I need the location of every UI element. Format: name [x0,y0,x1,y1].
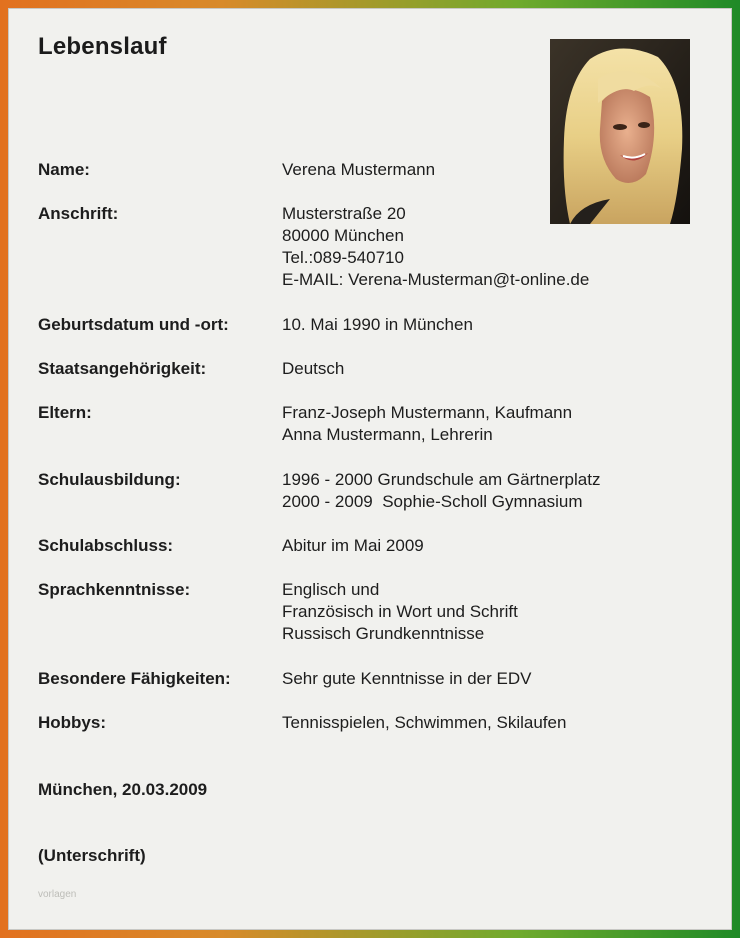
watermark-text: vorlagen [38,889,77,900]
resume-page [8,8,732,930]
signature-placeholder: (Unterschrift) [38,846,146,865]
field-value-line: Franz-Joseph Mustermann, Kaufmann [282,403,573,422]
field-label: Besondere Fähigkeiten: [38,669,231,688]
field-label: Name: [38,160,90,179]
field-value-line: Verena Mustermann [282,160,436,179]
field-label: Sprachkenntnisse: [38,580,191,599]
field-value-line: Russisch Grundkenntnisse [282,624,485,643]
field-value [282,402,572,446]
field-value-line: Sehr gute Kenntnisse in der EDV [282,669,532,688]
field-value-line: Französisch in Wort und Schrift [282,602,518,621]
field-value-line: Musterstraße 20 [282,204,406,223]
field-value-line: Tennisspielen, Schwimmen, Skilaufen [282,713,567,732]
field-value-line: 80000 München [282,226,404,245]
field-value [282,668,531,690]
field-value-line: Deutsch [282,359,345,378]
field-value [282,535,424,557]
profile-photo [550,39,690,224]
field-value [282,159,435,181]
field-value-line: Anna Mustermann, Lehrerin [282,425,493,444]
field-label: Eltern: [38,403,92,422]
field-value-line: 1996 - 2000 Grundschule am Gärtnerplatz [282,470,601,489]
place-and-date: München, 20.03.2009 [38,780,208,799]
field-label: Staatsangehörigkeit: [38,359,207,378]
field-label: Schulausbildung: [38,470,181,489]
field-label: Anschrift: [38,204,119,223]
field-value [282,579,518,645]
field-value [282,203,589,291]
field-label: Schulabschluss: [38,536,174,555]
field-value-line: 2000 - 2009 Sophie-Scholl Gymnasium [282,492,583,511]
page-title: Lebenslauf [38,33,167,60]
field-label: Geburtsdatum und -ort: [38,315,229,334]
field-value-line: 10. Mai 1990 in München [282,315,473,334]
field-label: Hobbys: [38,713,106,732]
field-value [282,314,473,336]
field-value [282,358,344,380]
field-value [282,712,566,734]
field-value-line: Abitur im Mai 2009 [282,536,424,555]
field-value [282,469,600,513]
field-value-line: E-MAIL: Verena-Musterman@t-online.de [282,270,590,289]
field-value-line: Englisch und [282,580,380,599]
field-value-line: Tel.:089-540710 [282,248,404,267]
